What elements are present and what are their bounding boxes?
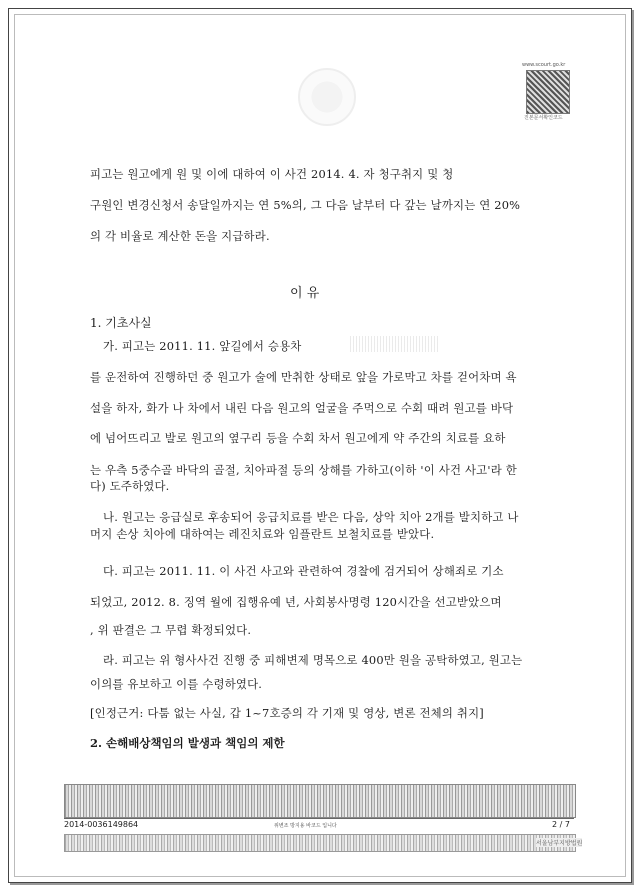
barcode-note: 위변조 방지용 바코드 입니다: [274, 823, 337, 829]
fact-ga-line-5: 는 우측 5중수골 바닥의 골절, 치아파절 등의 상해를 가하고(이하 '이 사건 사고'라 한: [90, 463, 517, 477]
order-line-3: 의 각 비율로 계산한 돈을 지급하라.: [90, 229, 270, 243]
section-1-title: 1. 기초사실: [90, 316, 152, 330]
order-line-1: 피고는 원고에게 원 및 이에 대하여 이 사건 2014. 4. 자 청구취지 및 청: [90, 167, 454, 181]
order-line-2: 구원인 변경신청서 송달일까지는 연 5%의, 그 다음 날부터 다 갚는 날까지는 연 20%: [90, 198, 521, 212]
fact-ga-line-3: 설을 하자, 화가 나 차에서 내린 다음 원고의 얼굴을 주먹으로 수회 때려 원고를 바닥: [90, 401, 514, 415]
fact-da-line-3: , 위 판결은 그 무렵 확정되었다.: [90, 623, 252, 637]
fact-da-line-2: 되었고, 2012. 8. 징역 월에 집행유예 년, 사회봉사명령 120시간을 선고받았으며: [90, 595, 502, 609]
qr-url: www.scourt.go.kr: [522, 62, 566, 68]
footer-divider: [64, 818, 574, 819]
fact-ra-line-2: 이의를 유보하고 이를 수령하였다.: [90, 677, 263, 691]
redaction-smudge: [350, 336, 440, 352]
fact-ga-line-4b: 에 넘어뜨리고 발로 원고의 옆구리 등을 수회 차서 원고에게 약 주간의 치료를 요하: [90, 431, 506, 445]
court-name: 서울남부지방법원: [536, 840, 583, 847]
anti-forgery-barcode: [64, 784, 576, 818]
bottom-barcode: [64, 834, 576, 852]
fact-ga-line-1: 가. 피고는 2011. 11. 앞길에서 승용차: [103, 339, 302, 353]
fact-da-line-1: 다. 피고는 2011. 11. 이 사건 사고와 관련하여 경찰에 검거되어 상해죄로 기소: [103, 564, 504, 578]
fact-ra-line-1: 라. 피고는 위 형사사건 진행 중 피해변제 명목으로 400만 원을 공탁하였고, 원고는: [103, 653, 523, 667]
fact-na-line-1: 나. 원고는 응급실로 후송되어 응급치료를 받은 다음, 상악 치아 2개를 발치하고 나: [103, 510, 519, 524]
fact-na-line-2: 머지 손상 치아에 대하여는 레진치료와 임플란트 보철치료를 받았다.: [90, 527, 435, 541]
qr-code-icon: [526, 70, 570, 114]
qr-caption: 진본문서확인코드: [524, 115, 563, 121]
court-seal-watermark: [298, 68, 356, 126]
evidence-basis: [인정근거: 다툼 없는 사실, 갑 1~7호증의 각 기재 및 영상, 변론 전체의 취지]: [90, 706, 484, 720]
doc-number: 2014-0036149864: [64, 820, 139, 829]
fact-ga-line-6: 다) 도주하였다.: [90, 479, 170, 493]
section-2-title: 2. 손해배상책임의 발생과 책임의 제한: [90, 736, 285, 750]
page-number: 2 / 7: [552, 820, 570, 829]
fact-ga-line-2: 를 운전하여 진행하던 중 원고가 술에 만취한 상태로 앞을 가로막고 차를 걷어차며 욕: [90, 370, 517, 384]
reason-title: 이 유: [290, 286, 320, 301]
